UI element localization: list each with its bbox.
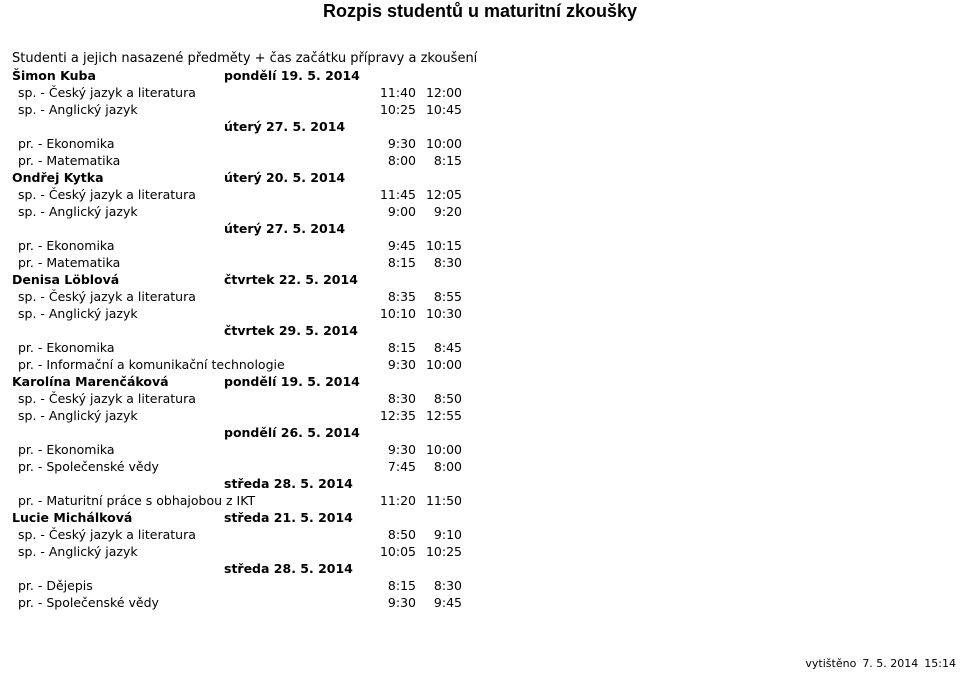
prep-start-time: 9:30: [387, 357, 416, 372]
student-name: Ondřej Kytka: [12, 170, 104, 185]
prep-start-time: 8:15: [387, 578, 416, 593]
prep-start-time: 8:50: [387, 527, 416, 542]
exam-date: čtvrtek 29. 5. 2014: [224, 323, 358, 338]
exam-subject: sp. - Český jazyk a literatura: [18, 85, 196, 100]
exam-start-time: 9:10: [433, 527, 462, 542]
date-row: [12, 322, 462, 339]
exam-date: středa 21. 5. 2014: [224, 510, 353, 525]
exam-row: [12, 407, 462, 424]
exam-row: [12, 543, 462, 560]
exam-row: [12, 594, 462, 611]
printed-timestamp: [805, 657, 956, 671]
prep-start-time: 11:20: [379, 493, 416, 508]
student-row: [12, 373, 462, 390]
exam-subject: pr. - Dějepis: [18, 578, 93, 593]
prep-start-time: 12:35: [379, 408, 416, 423]
date-row: [12, 424, 462, 441]
exam-subject: sp. - Anglický jazyk: [18, 204, 138, 219]
exam-start-time: 12:55: [425, 408, 462, 423]
prep-start-time: 7:45: [387, 459, 416, 474]
prep-start-time: 8:15: [387, 340, 416, 355]
exam-subject: sp. - Anglický jazyk: [18, 544, 138, 559]
exam-row: [12, 458, 462, 475]
exam-start-time: 9:45: [433, 595, 462, 610]
prep-start-time: 9:30: [387, 595, 416, 610]
exam-row: [12, 339, 462, 356]
exam-subject: sp. - Český jazyk a literatura: [18, 187, 196, 202]
student-name: Karolína Marenčáková: [12, 374, 169, 389]
exam-subject: pr. - Ekonomika: [18, 442, 115, 457]
exam-subject: pr. - Společenské vědy: [18, 595, 159, 610]
exam-row: [12, 390, 462, 407]
exam-row: [12, 254, 462, 271]
exam-start-time: 10:25: [425, 544, 462, 559]
exam-start-time: 8:00: [433, 459, 462, 474]
exam-date: pondělí 19. 5. 2014: [224, 68, 360, 83]
exam-date: úterý 27. 5. 2014: [224, 221, 346, 236]
prep-start-time: 8:15: [387, 255, 416, 270]
exam-subject: pr. - Ekonomika: [18, 136, 115, 151]
exam-date: středa 28. 5. 2014: [224, 561, 353, 576]
exam-start-time: 8:50: [433, 391, 462, 406]
exam-start-time: 12:05: [425, 187, 462, 202]
student-name: Denisa Löblová: [12, 272, 120, 287]
prep-start-time: 10:05: [379, 544, 416, 559]
exam-subject: sp. - Český jazyk a literatura: [18, 527, 196, 542]
date-row: [12, 220, 462, 237]
prep-start-time: 9:30: [387, 136, 416, 151]
date-row: [12, 118, 462, 135]
prep-start-time: 10:25: [379, 102, 416, 117]
exam-date: středa 28. 5. 2014: [224, 476, 353, 491]
prep-start-time: 10:10: [379, 306, 416, 321]
exam-subject: sp. - Český jazyk a literatura: [18, 289, 196, 304]
exam-start-time: 8:15: [433, 153, 462, 168]
exam-start-time: 10:30: [425, 306, 462, 321]
exam-row: [12, 526, 462, 543]
exam-date: čtvrtek 22. 5. 2014: [224, 272, 358, 287]
exam-row: [12, 186, 462, 203]
exam-start-time: 8:30: [433, 578, 462, 593]
page-title: Rozpis studentů u maturitní zkoušky: [322, 1, 638, 21]
exam-subject: pr. - Informační a komunikační technologie: [18, 357, 285, 372]
exam-start-time: 9:20: [433, 204, 462, 219]
student-row: [12, 509, 462, 526]
prep-start-time: 9:00: [387, 204, 416, 219]
exam-subject: sp. - Anglický jazyk: [18, 408, 138, 423]
student-row: [12, 169, 462, 186]
exam-start-time: 10:00: [425, 357, 462, 372]
exam-row: [12, 577, 462, 594]
exam-start-time: 10:00: [425, 136, 462, 151]
exam-row: [12, 237, 462, 254]
exam-row: [12, 305, 462, 322]
exam-start-time: 12:00: [425, 85, 462, 100]
exam-row: [12, 492, 462, 509]
student-row: [12, 271, 462, 288]
exam-start-time: 8:45: [433, 340, 462, 355]
prep-start-time: 8:00: [387, 153, 416, 168]
exam-subject: pr. - Matematika: [18, 153, 121, 168]
exam-row: [12, 441, 462, 458]
prep-start-time: 11:45: [379, 187, 416, 202]
exam-start-time: 10:45: [425, 102, 462, 117]
exam-row: [12, 101, 462, 118]
exam-subject: sp. - Český jazyk a literatura: [18, 391, 196, 406]
exam-subject: sp. - Anglický jazyk: [18, 102, 138, 117]
prep-start-time: 9:30: [387, 442, 416, 457]
exam-start-time: 10:15: [425, 238, 462, 253]
printed-date: 7. 5. 2014: [862, 657, 919, 670]
exam-row: [12, 288, 462, 305]
date-row: [12, 560, 462, 577]
printed-time: 15:14: [924, 657, 956, 670]
exam-row: [12, 356, 462, 373]
exam-start-time: 11:50: [425, 493, 462, 508]
exam-subject: sp. - Anglický jazyk: [18, 306, 138, 321]
exam-subject: pr. - Maturitní práce s obhajobou z IKT: [18, 493, 256, 508]
student-name: Šimon Kuba: [12, 68, 96, 83]
exam-start-time: 10:00: [425, 442, 462, 457]
student-name: Lucie Michálková: [12, 510, 133, 525]
exam-subject: pr. - Matematika: [18, 255, 121, 270]
prep-start-time: 8:30: [387, 391, 416, 406]
exam-date: úterý 27. 5. 2014: [224, 119, 346, 134]
exam-subject: pr. - Ekonomika: [18, 238, 115, 253]
page-subtitle: Studenti a jejich nasazené předměty + čas začátku přípravy a zkoušení: [12, 51, 478, 66]
exam-start-time: 8:30: [433, 255, 462, 270]
schedule-list: [12, 67, 462, 611]
student-row: [12, 67, 462, 84]
prep-start-time: 9:45: [387, 238, 416, 253]
exam-row: [12, 135, 462, 152]
printed-label: vytištěno: [805, 657, 857, 670]
exam-row: [12, 203, 462, 220]
date-row: [12, 475, 462, 492]
exam-row: [12, 152, 462, 169]
exam-date: pondělí 26. 5. 2014: [224, 425, 360, 440]
exam-subject: pr. - Ekonomika: [18, 340, 115, 355]
prep-start-time: 8:35: [387, 289, 416, 304]
exam-date: úterý 20. 5. 2014: [224, 170, 346, 185]
exam-subject: pr. - Společenské vědy: [18, 459, 159, 474]
exam-date: pondělí 19. 5. 2014: [224, 374, 360, 389]
exam-start-time: 8:55: [433, 289, 462, 304]
prep-start-time: 11:40: [379, 85, 416, 100]
exam-row: [12, 84, 462, 101]
